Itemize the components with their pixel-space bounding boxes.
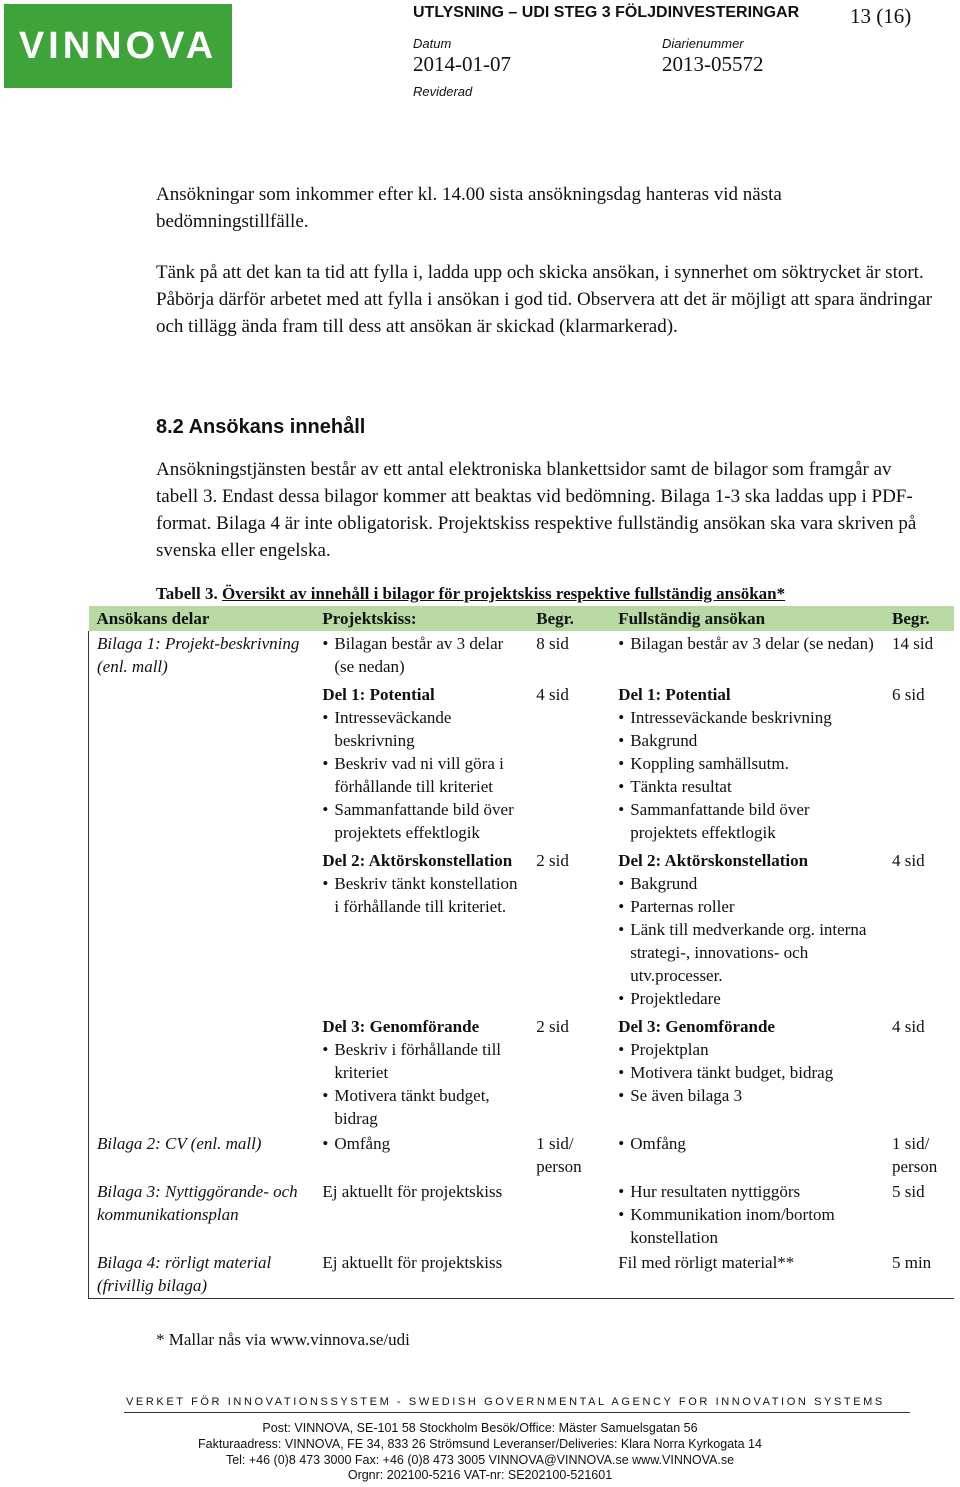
list-item: • Beskriv i förhållande till kriteriet (322, 1038, 520, 1084)
list-item: • Intresseväckande beskrivning (322, 706, 520, 752)
header-limit-sketch: Begr. (528, 606, 610, 631)
table-row (89, 1179, 955, 1250)
list-item: • Hur resultaten nyttiggörs (618, 1180, 876, 1203)
list-item: • Parternas roller (618, 895, 876, 918)
sketch-content (314, 1131, 528, 1179)
attachment-name: Bilaga 1: Projekt-beskrivning (enl. mall) (89, 631, 315, 679)
sketch-content (314, 1179, 528, 1250)
full-content (610, 679, 884, 845)
bullet-list (322, 632, 520, 678)
bullet-list (618, 1132, 876, 1155)
bullet-list (618, 706, 876, 844)
table-row (89, 845, 955, 1011)
part-heading: Del 1: Potential (322, 685, 435, 704)
sketch-limit (528, 1179, 610, 1250)
datum-value: 2014-01-07 (413, 52, 511, 76)
attachment-name: Bilaga 2: CV (enl. mall) (89, 1131, 315, 1179)
table-header-row (89, 606, 955, 631)
cell-text: Fil med rörligt material** (618, 1253, 795, 1272)
attachment-name: Bilaga 4: rörligt material (frivillig bilaga) (89, 1250, 315, 1299)
list-item: • Omfång (322, 1132, 520, 1155)
full-limit: 5 min (884, 1250, 954, 1299)
list-item: • Sammanfattande bild över projektets effektlogik (322, 798, 520, 844)
header-sketch: Projektskiss: (314, 606, 528, 631)
list-item: • Omfång (618, 1132, 876, 1155)
table-caption: Tabell 3. Översikt av innehåll i bilagor för projektskiss respektive fullständig ansökan* (156, 584, 786, 603)
footer-divider (124, 1412, 910, 1413)
list-item: • Bakgrund (618, 872, 876, 895)
paragraph-content: Ansökningstjänsten består av ett antal elektroniska blankettsidor samt de bilagor som framgår av tabell 3. Endast dessa bilagor kommer att beaktas vid bedömning. Bilaga 1-3 ska laddas upp i PDF-format. Bilaga 4 är inte obligatorisk. Projektskiss respektive fullständig ansökan ska vara skriven på svenska eller engelska. (156, 459, 917, 561)
sketch-limit: 2 sid (536, 851, 569, 870)
cell-text: Ej aktuellt för projektskiss (322, 1182, 503, 1201)
list-item: • Bilagan består av 3 delar (se nedan) (618, 632, 876, 655)
list-item: • Koppling samhällsutm. (618, 752, 876, 775)
bullet-list (618, 872, 876, 1010)
header-full-application: Fullständig ansökan (610, 606, 884, 631)
part-heading: Del 1: Potential (618, 685, 731, 704)
document-title: UTLYSNING – UDI STEG 3 FÖLJDINVESTERINGAR (413, 4, 800, 21)
table-row (89, 1131, 955, 1179)
list-item: • Motivera tänkt budget, bidrag (618, 1061, 876, 1084)
full-content (610, 1131, 884, 1179)
footer-orgnr: Orgnr: 202100-5216 VAT-nr: SE202100-521601 (347, 1468, 613, 1482)
list-item: • Beskriv vad ni vill göra i förhållande till kriteriet (322, 752, 520, 798)
bullet-list (618, 1038, 876, 1107)
list-item: • Kommunikation inom/bortom konstellation (618, 1203, 876, 1249)
list-item: • Sammanfattande bild över projektets effektlogik (618, 798, 876, 844)
agency-name: VERKET FÖR INNOVATIONSSYSTEM - SWEDISH GOVERNMENTAL AGENCY FOR INNOVATION SYSTEMS (126, 1396, 885, 1408)
list-item: • Bilagan består av 3 delar (se nedan) (322, 632, 520, 678)
part-heading: Del 2: Aktörskonstellation (618, 851, 809, 870)
list-item: • Projektplan (618, 1038, 876, 1061)
table-row (89, 1250, 955, 1299)
list-item: • Länk till medverkande org. interna strategi-, innovations- och utv.processer. (618, 918, 876, 987)
bullet-list (322, 1038, 520, 1130)
sketch-limit (528, 1250, 610, 1299)
sketch-content (314, 1011, 528, 1131)
reviderad-label: Reviderad (413, 84, 473, 99)
sketch-limit: 4 sid (536, 685, 569, 704)
full-content (610, 631, 884, 679)
table-row (89, 679, 955, 845)
footer-contact: Tel: +46 (0)8 473 3000 Fax: +46 (0)8 473 3005 VINNOVA@VINNOVA.se www.VINNOVA.se (225, 1453, 735, 1467)
sketch-content (314, 845, 528, 1011)
bullet-list (618, 1180, 876, 1249)
list-item: • Motivera tänkt budget, bidrag (322, 1084, 520, 1130)
full-limit: 14 sid (891, 634, 934, 653)
sketch-content (314, 679, 528, 845)
full-limit: 1 sid/ person (891, 1134, 938, 1176)
list-item: • Tänkta resultat (618, 775, 876, 798)
attachment-name (89, 679, 315, 845)
sketch-limit: 1 sid/ person (536, 1134, 582, 1176)
part-heading: Del 2: Aktörskonstellation (322, 851, 513, 870)
full-content (610, 1179, 884, 1250)
bullet-list (322, 872, 520, 918)
full-content (610, 845, 884, 1011)
full-content (610, 1250, 884, 1299)
bullet-list (322, 706, 520, 844)
list-item: • Projektledare (618, 987, 876, 1010)
full-content (610, 1011, 884, 1131)
cell-text: Ej aktuellt för projektskiss (322, 1253, 503, 1272)
header-parts: Ansökans delar (89, 606, 315, 631)
attachment-name (89, 1011, 315, 1131)
page-number: 13 (16) (850, 4, 912, 28)
bullet-list (322, 1132, 520, 1155)
attachments-table (88, 606, 954, 1299)
full-limit: 6 sid (891, 685, 925, 704)
footer-address: Post: VINNOVA, SE-101 58 Stockholm Besök/Office: Mäster Samuelsgatan 56 (262, 1421, 698, 1435)
diarienummer-value: 2013-05572 (662, 52, 764, 76)
paragraph-deadline: Ansökningar som inkommer efter kl. 14.00 sista ansökningsdag hanteras vid nästa bedömningstillfälle. (156, 184, 782, 232)
sketch-content (314, 1250, 528, 1299)
section-heading: 8.2 Ansökans innehåll (156, 416, 366, 438)
part-heading: Del 3: Genomförande (618, 1017, 775, 1036)
header-limit-full: Begr. (884, 606, 954, 631)
vinnova-logo: VINNOVA (4, 4, 232, 88)
sketch-limit: 2 sid (536, 1017, 569, 1036)
diarienummer-label: Diarienummer (662, 36, 744, 51)
table-row (89, 1011, 955, 1131)
bullet-list (618, 632, 876, 655)
footer-invoice: Fakturaadress: VINNOVA, FE 34, 833 26 Strömsund Leveranser/Deliveries: Klara Norra Kyrkogata 14 (198, 1437, 762, 1451)
list-item: • Bakgrund (618, 729, 876, 752)
full-limit: 4 sid (891, 851, 925, 870)
datum-label: Datum (413, 36, 452, 51)
list-item: • Se även bilaga 3 (618, 1084, 876, 1107)
part-heading: Del 3: Genomförande (322, 1017, 480, 1036)
attachment-name: Bilaga 3: Nyttiggörande- och kommunikationsplan (89, 1179, 315, 1250)
table-footnote: * Mallar nås via www.vinnova.se/udi (156, 1330, 410, 1349)
list-item: • Intresseväckande beskrivning (618, 706, 876, 729)
sketch-limit: 8 sid (536, 634, 569, 653)
full-limit: 5 sid (891, 1182, 925, 1201)
list-item: • Beskriv tänkt konstellation i förhållande till kriteriet. (322, 872, 520, 918)
table-row (89, 631, 955, 679)
full-limit: 4 sid (891, 1017, 925, 1036)
sketch-content (314, 631, 528, 679)
attachment-name (89, 845, 315, 1011)
paragraph-tips: Tänk på att det kan ta tid att fylla i, ladda upp och skicka ansökan, i synnerhet om söktrycket är stort. Påbörja därför arbetet med att fylla i ansökan i god tid. Observera att det är möjligt att spara ändringar och tillägg ända fram till dess att ansökan är skickad (klarmarkerad). (156, 262, 933, 337)
